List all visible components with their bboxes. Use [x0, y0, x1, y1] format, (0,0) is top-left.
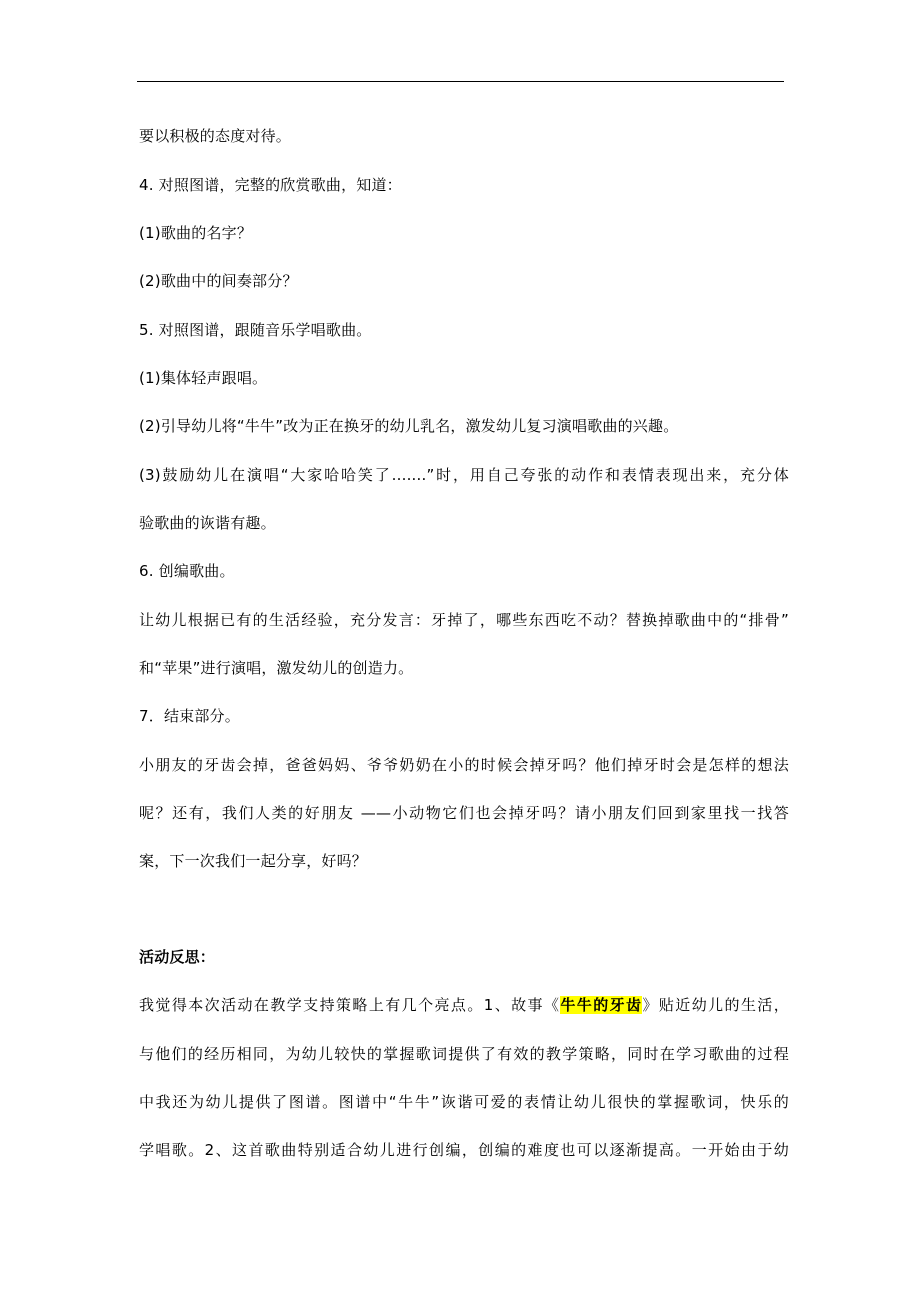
text-line: 和“苹果”进行演唱，激发幼儿的创造力。	[139, 659, 414, 677]
text-line: 验歌曲的诙谐有趣。	[139, 514, 276, 532]
header-rule	[137, 81, 784, 82]
text-line: (3)鼓励幼儿在演唱“大家哈哈笑了.......”时，用自己夸张的动作和表情表现出来，充分体	[139, 466, 789, 484]
text-line: (2)引导幼儿将“牛牛”改为正在换牙的幼儿乳名，激发幼儿复习演唱歌曲的兴趣。	[139, 417, 679, 435]
reflection-line: 中我还为幼儿提供了图谱。图谱中“牛牛”诙谐可爱的表情让幼儿很快的掌握歌词，快乐的	[139, 1093, 789, 1111]
text-line: (1)歌曲的名字？	[139, 224, 253, 242]
step-4-heading: 4. 对照图谱，完整的欣赏歌曲，知道：	[139, 176, 402, 194]
text-line: 小朋友的牙齿会掉，爸爸妈妈、爷爷奶奶在小的时候会掉牙吗？他们掉牙时会是怎样的想法	[139, 756, 789, 774]
reflection-text: 》贴近幼儿的生活，	[642, 996, 789, 1014]
reflection-line: 学唱歌。2、这首歌曲特别适合幼儿进行创编，创编的难度也可以逐渐提高。一开始由于幼	[139, 1141, 789, 1159]
text-line: 要以积极的态度对待。	[139, 127, 292, 145]
step-5-heading: 5. 对照图谱，跟随音乐学唱歌曲。	[139, 321, 372, 339]
reflection-heading: 活动反思：	[139, 948, 216, 966]
text-line: (1)集体轻声跟唱。	[139, 369, 268, 387]
text-line: 呢？还有，我们人类的好朋友 ——小动物它们也会掉牙吗？请小朋友们回到家里找一找答	[139, 804, 789, 822]
reflection-line	[139, 995, 789, 1015]
step-6-heading: 6. 创编歌曲。	[139, 562, 235, 580]
text-line: 案，下一次我们一起分享，好吗？	[139, 852, 368, 870]
step-7-heading: 7．结束部分。	[139, 707, 240, 725]
text-line: 让幼儿根据已有的生活经验，充分发言：牙掉了，哪些东西吃不动？替换掉歌曲中的“排骨”	[139, 611, 789, 629]
story-title-highlight: 牛牛的牙齿	[560, 996, 643, 1014]
text-line: (2)歌曲中的间奏部分？	[139, 272, 298, 290]
reflection-text: 我觉得本次活动在教学支持策略上有几个亮点。1、故事《	[139, 996, 561, 1014]
reflection-line: 与他们的经历相同，为幼儿较快的掌握歌词提供了有效的教学策略，同时在学习歌曲的过程	[139, 1045, 789, 1063]
